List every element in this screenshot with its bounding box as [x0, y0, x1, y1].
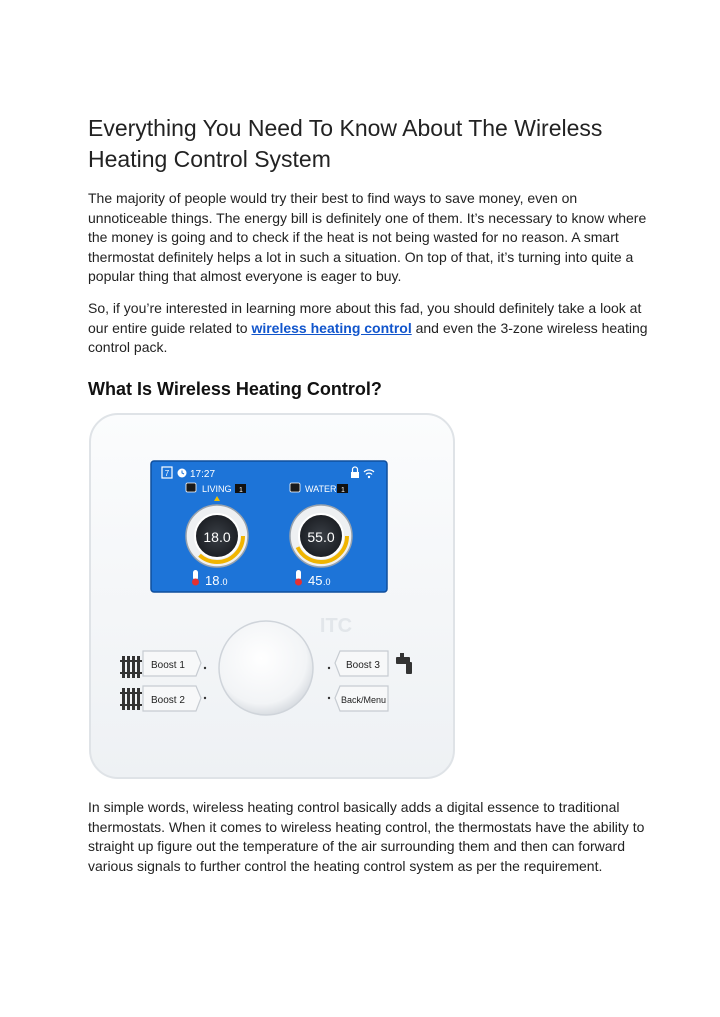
guide-paragraph	[88, 299, 648, 358]
thermostat-image	[88, 412, 456, 780]
device-screen	[151, 461, 387, 592]
calendar-day: 7	[164, 469, 170, 478]
zone-1-current-temp: 18	[205, 573, 220, 588]
definition-paragraph: In simple words, wireless heating control basically adds a digital essence to traditional thermostats. When it comes to wireless heating control, the thermostats have the ability to straight up figure out the temperature of the air surrounding them and then can forward various signals to further control the heating control system as per the requirement.	[88, 799, 645, 874]
zone-2-setpoint: 55.0	[307, 529, 335, 545]
zone-2-header	[290, 483, 348, 494]
zone-2-dial	[290, 505, 352, 567]
zone-2-badge: 1	[341, 487, 345, 494]
lock-icon	[351, 472, 359, 478]
brand-logo: ITC	[319, 615, 353, 637]
zone-1-current-decimal: .0	[220, 577, 228, 587]
back-menu-label: Back/Menu	[341, 695, 387, 705]
zone-2-current-decimal: .0	[323, 577, 331, 587]
back-menu-button	[335, 686, 388, 711]
boiler-zone-icon	[290, 483, 300, 492]
zone-2-label: WATER	[305, 484, 337, 494]
clock-time: 17:27	[190, 469, 216, 480]
wireless-heating-control-link[interactable]: wireless heating control	[251, 319, 412, 336]
section-heading: What Is Wireless Heating Control?	[88, 379, 382, 399]
guide-paragraph-text-after: and even the 3-zone wireless heating control pack.	[88, 319, 648, 356]
boost-2-button	[143, 686, 201, 711]
zone-1-dial	[186, 505, 248, 567]
boost-2-label: Boost 2	[151, 695, 185, 706]
guide-paragraph-text-before: So, if you’re interested in learning more about this fad, you should definitely take a look at our entire guide related to	[88, 300, 642, 336]
article-title: Everything You Need To Know About The Wireless Heating Control System	[88, 115, 603, 172]
boost-3-label: Boost 3	[346, 660, 380, 671]
intro-paragraph: The majority of people would try their best to find ways to save money, even on unnoticeable things. The energy bill is definitely one of them. It’s necessary to know where the money is going and to check if the heat is not being wasted for no reason. A smart thermostat definitely helps a lot in such a situation. On top of that, it’s turning into quite a popular thing that almost everyone is eager to buy.	[88, 190, 647, 285]
zone-1-label: LIVING	[202, 484, 232, 494]
zone-2-current-temp: 45	[308, 573, 323, 588]
control-knob	[219, 621, 313, 715]
radiator-zone-icon	[186, 483, 196, 492]
boost-1-label: Boost 1	[151, 660, 185, 671]
zone-1-setpoint: 18.0	[203, 529, 231, 545]
zone-1-badge: 1	[239, 487, 243, 494]
boost-1-button	[143, 651, 201, 676]
thermostat-illustration	[88, 412, 456, 780]
boost-3-button	[335, 651, 388, 676]
